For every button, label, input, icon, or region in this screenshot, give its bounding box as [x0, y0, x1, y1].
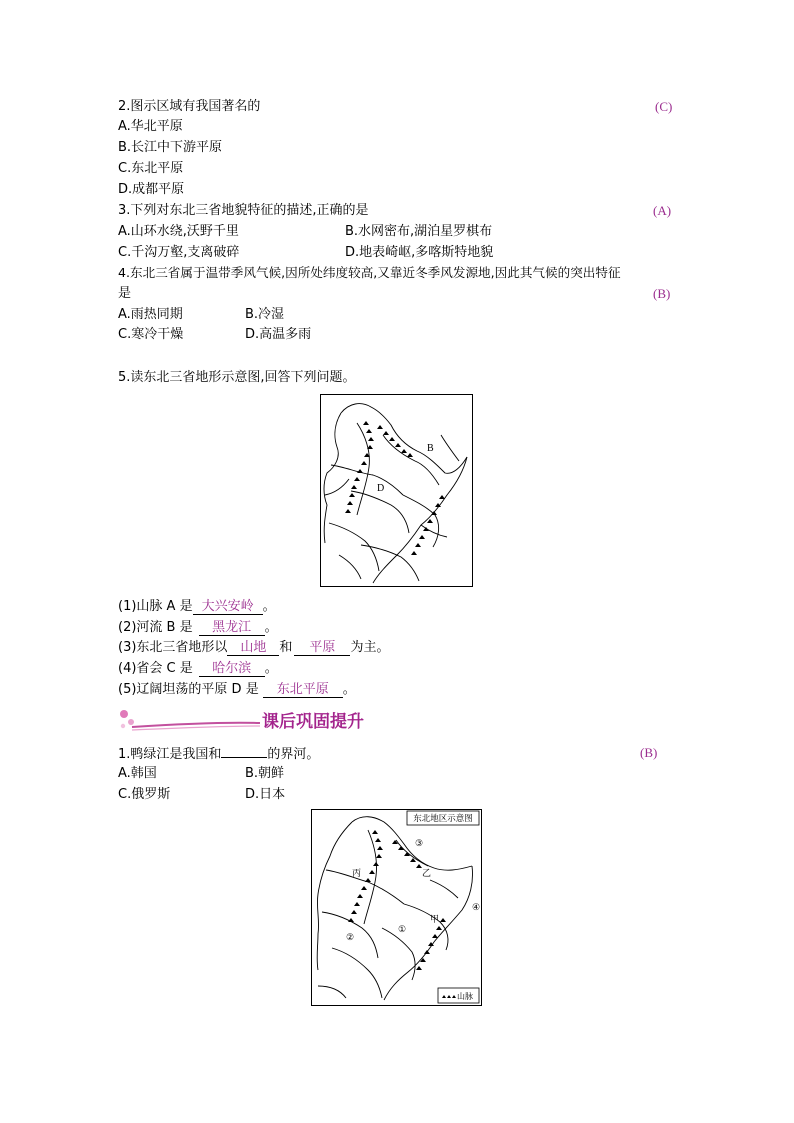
- p1-stem-suffix: 的界河。: [267, 747, 320, 762]
- p1-option-b: B.朝鲜: [245, 766, 285, 781]
- q5-sub4-prefix: (4)省会 C 是: [118, 661, 193, 676]
- q5-sub2: [118, 619, 278, 637]
- q3-stem: 3.下列对东北三省地貌特征的描述,正确的是: [118, 203, 369, 218]
- terrain-map-drawing: [321, 395, 472, 586]
- q4-option-d: D.高温多雨: [245, 327, 312, 342]
- q4-stem-line1: 4.东北三省属于温带季风气候,因所处纬度较高,又靠近冬季风发源地,因此其气候的突出特征: [118, 265, 621, 280]
- section-title: 课后巩固提升: [262, 712, 364, 732]
- p1-option-d: D.日本: [245, 787, 286, 802]
- q5-sub1-prefix: (1)山脉 A 是: [118, 599, 193, 614]
- map2-label-1: ①: [398, 925, 407, 935]
- q3-answer: (A): [653, 203, 672, 218]
- q5-sub5-answer: 东北平原: [263, 682, 343, 698]
- northeast-terrain-map: [320, 394, 473, 587]
- northeast-region-map: [311, 809, 482, 1006]
- q5-sub5-suffix: 。: [342, 682, 356, 697]
- map2-label-jia: 甲: [430, 915, 440, 925]
- q2-option-b: B.长江中下游平原: [118, 140, 223, 155]
- q5-stem: 5.读东北三省地形示意图,回答下列问题。: [118, 370, 356, 385]
- q4-option-b: B.冷湿: [245, 307, 285, 322]
- q3-option-b: B.水网密布,湖泊星罗棋布: [345, 224, 493, 239]
- q5-sub3-answer1: 山地: [227, 640, 279, 656]
- map-label-d: D: [377, 483, 385, 494]
- p1-stem-prefix: 1.鸭绿江是我国和: [118, 747, 222, 762]
- q2-option-d: D.成都平原: [118, 182, 185, 197]
- q2-answer: (C): [655, 99, 673, 114]
- q3-option-d: D.地表崎岖,多喀斯特地貌: [345, 245, 494, 260]
- q5-sub1: [118, 598, 276, 616]
- p1-blank: [221, 744, 267, 758]
- q5-sub4-suffix: 。: [264, 661, 278, 676]
- p1-option-c: C.俄罗斯: [118, 787, 171, 802]
- q5-sub4-answer: 哈尔滨: [199, 661, 265, 677]
- q5-sub2-suffix: 。: [264, 620, 278, 635]
- q5-sub3-middle: 和: [279, 640, 293, 655]
- q5-sub3-answer2: 平原: [294, 640, 350, 656]
- q5-sub3: [118, 639, 389, 657]
- map2-label-4: ④: [472, 903, 481, 913]
- q5-sub5: [118, 681, 356, 699]
- q3-option-a: A.山环水绕,沃野千里: [118, 224, 239, 239]
- q4-option-a: A.雨热同期: [118, 307, 183, 322]
- q2-option-a: A.华北平原: [118, 119, 183, 134]
- q3-option-c: C.千沟万壑,支离破碎: [118, 245, 240, 260]
- q5-sub4: [118, 660, 278, 678]
- map2-label-2: ②: [346, 933, 355, 943]
- map-label-b: B: [427, 443, 434, 454]
- q5-sub1-answer: 大兴安岭: [193, 599, 263, 615]
- mountain-legend-icon: [442, 995, 456, 998]
- q5-sub2-answer: 黑龙江: [199, 620, 265, 636]
- q4-option-c: C.寒冷干燥: [118, 327, 184, 342]
- map2-label-bing: 丙: [352, 869, 362, 879]
- q2-stem: 2.图示区域有我国著名的: [118, 99, 261, 114]
- q5-sub3-suffix: 为主。: [350, 640, 390, 655]
- q5-sub2-prefix: (2)河流 B 是: [118, 620, 193, 635]
- q2-option-c: C.东北平原: [118, 161, 184, 176]
- p1-stem: [118, 744, 319, 764]
- map2-label-yi: 乙: [422, 869, 432, 879]
- q5-sub3-prefix: (3)东北三省地形以: [118, 640, 228, 655]
- q4-answer: (B): [653, 286, 671, 301]
- map2-legend: 山脉: [457, 992, 473, 1001]
- map2-label-3: ③: [415, 839, 424, 849]
- p1-option-a: A.韩国: [118, 766, 157, 781]
- q5-sub5-prefix: (5)辽阔坦荡的平原 D 是: [118, 682, 259, 697]
- map2-title: 东北地区示意图: [413, 814, 473, 824]
- q4-stem-line2: 是: [118, 286, 132, 301]
- p1-answer: (B): [640, 745, 658, 760]
- q5-sub1-suffix: 。: [262, 599, 276, 614]
- region-map-drawing: [312, 810, 481, 1005]
